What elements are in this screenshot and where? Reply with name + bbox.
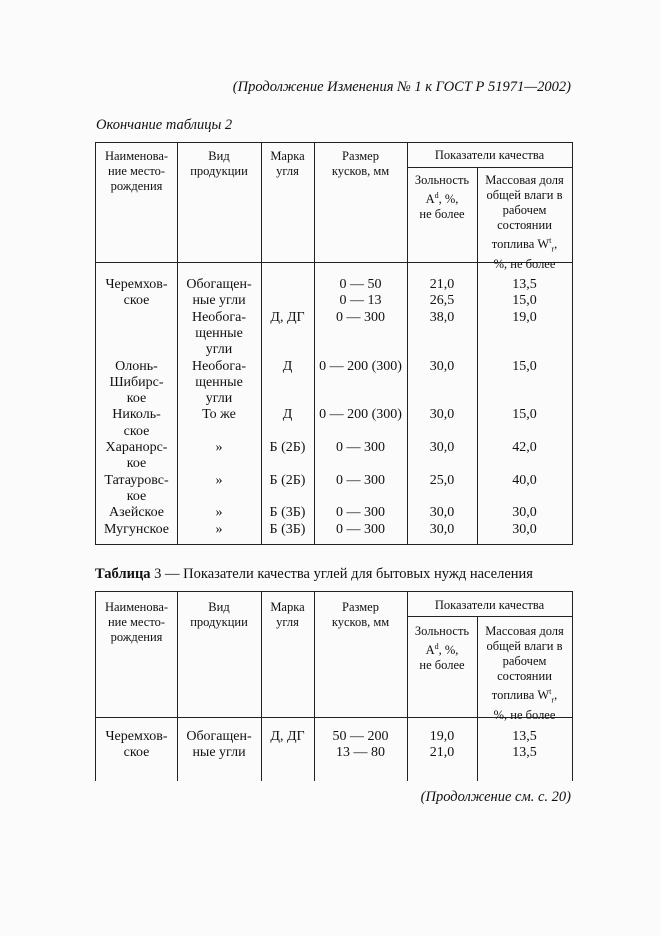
t3-cell-text: 19,0 [429,729,455,744]
t2-row-3-ash [407,440,477,456]
t2-row-4-moisture [477,473,572,489]
t2-row-2-grade [261,407,314,423]
t2-cell-text: 0 — 200 (300) [319,407,402,423]
t3-cell-text: 13 — 80 [336,745,385,761]
t2-cell-text: ское [123,423,150,439]
t2-row-1-product [177,359,261,408]
t3-row-0-product [177,729,261,762]
t2-cell-text: ные угли [192,293,246,309]
t2-row-4-ash [407,473,477,489]
t2-cell-text: Д [282,358,293,374]
t2-cell-text: 30,0 [512,521,537,537]
t2-cell-text: 0 — 300 [336,521,385,537]
t2-cell-text: 30,0 [429,505,455,521]
t2-row-2-moisture [477,407,572,423]
t2-cell-text: 0 — 300 [336,472,385,488]
t2-cell-text: щенные [195,325,243,341]
t3-cell-text: 21,0 [429,745,455,761]
t2-cell-text: Необога- [191,309,247,325]
t2-row-0-ash [407,277,477,326]
t2-cell-text: 0 — 300 [336,440,385,455]
t2-cell-text [261,277,314,293]
t2-row-6-ash [407,522,477,538]
t2-cell-text: Б (3Б) [269,505,306,521]
t2-row-2-product [177,407,261,423]
table2-caption: Окончание таблицы 2 [96,117,233,133]
t2-row-3-grade [261,440,314,456]
t3-col-size-header: Размер кусков, мм [331,600,390,629]
table3-label: Таблица [95,566,151,582]
t2-row-6-size [314,522,407,538]
t3-row-0-name [96,729,177,762]
col-ash-header: Зольность $A^d$, %, не более [414,173,470,222]
t2-cell-text: Мугунское [103,521,170,537]
col-product-header: Вид продукции [190,149,248,178]
t2-row-2-size [314,407,407,423]
t3-cell-text: Обогащен- [186,729,252,744]
t2-cell-text: кое [126,456,147,472]
t2-cell-text: Шибирс- [109,374,164,390]
t3-col-ash-header: Зольность $A^d$, %, не более [414,624,470,673]
t2-cell-text: 21,0 [429,277,455,292]
t2-row-3-size [314,440,407,456]
t2-row-2-name [96,407,177,440]
t2-cell-text: Олонь- [115,358,158,374]
col-quality-header: Показатели качества [434,148,545,162]
t2-row-5-name [96,505,177,521]
t2-row-4-grade [261,473,314,489]
t2-row-2-ash [407,407,477,423]
t2-row-1-grade [261,359,314,375]
t2-row-6-grade [261,522,314,538]
t3-cell-text: Д, ДГ [270,729,305,744]
t2-cell-text: » [215,521,223,537]
t2-cell-text: угли [205,342,233,358]
t2-row-5-grade [261,505,314,521]
t3-row-0-size [314,729,407,762]
t2-cell-text: Обогащен- [186,277,252,292]
t2-row-5-product [177,505,261,521]
t2-row-0-size [314,277,407,326]
t2-row-0-moisture [477,277,572,326]
t3-cell-text: 13,5 [512,745,537,761]
t2-row-5-ash [407,505,477,521]
t2-row-1-moisture [477,359,572,375]
t3-row-0-grade [261,729,314,745]
t2-cell-text: 15,0 [512,293,537,309]
t2-cell-text: » [215,505,223,521]
t3-cell-text: ское [123,745,150,761]
t2-cell-text: 42,0 [512,440,537,455]
t2-cell-text: угли [205,391,233,407]
t2-cell-text: То же [202,407,236,423]
t2-cell-text: Николь- [112,407,161,423]
t2-cell-text: » [215,440,223,455]
t2-cell-text: щенные [195,374,243,390]
t2-cell-text: кое [126,488,147,504]
t2-row-6-moisture [477,522,572,538]
t2-cell-text: Б (2Б) [269,472,306,488]
col-size-header: Размер кусков, мм [331,149,390,178]
t2-cell-text: 0 — 200 (300) [319,358,402,374]
t2-row-1-ash [407,359,477,375]
t3-row-0-moisture [477,729,572,762]
t2-cell-text: 15,0 [512,358,537,374]
table3 [95,591,573,781]
t2-row-0-product [177,277,261,358]
t2-cell-text: 30,0 [429,521,455,537]
t2-cell-text: 30,0 [429,358,455,374]
t2-cell-text: 30,0 [512,505,537,521]
t2-row-5-size [314,505,407,521]
header-note: (Продолжение Изменения № 1 к ГОСТ Р 51971—2002) [232,79,571,95]
t2-row-1-size [314,359,407,375]
t2-row-4-name [96,473,177,506]
t2-row-1-name [96,359,177,408]
t2-cell-text: Хараноpс- [105,440,168,455]
t2-row-0-grade [261,277,314,326]
t3-col-product-header: Вид продукции [190,600,248,629]
t2-row-6-product [177,522,261,538]
t3-cell-text: 50 — 200 [332,729,389,744]
t2-cell-text: Азейское [108,505,165,521]
t2-cell-text: Д, ДГ [270,309,305,325]
col-moisture-header: Массовая доля общей влаги в рабочем состоянии топлива $W^t_r$, %, не более [485,173,564,271]
t2-cell-text: ское [123,293,150,309]
t3-col-quality-header: Показатели качества [434,598,545,612]
t3-cell-text: 13,5 [512,729,537,744]
t2-row-6-name [96,522,177,538]
t3-col-name-header: Наименова- ние место- рождения [104,600,169,644]
t2-cell-text: Б (2Б) [269,440,306,455]
t2-row-4-product [177,473,261,489]
col-grade-header: Марка угля [270,149,305,178]
t2-cell-text: 40,0 [512,472,537,488]
t2-cell-text: 0 — 300 [336,309,385,325]
t3-cell-text: Черемхов- [105,729,168,744]
t2-cell-text: 25,0 [429,472,455,488]
t2-cell-text: 0 — 300 [336,505,385,521]
t3-col-grade-header: Марка угля [270,600,305,629]
t2-row-3-moisture [477,440,572,456]
t3-cell-text: ные угли [192,745,246,761]
t2-cell-text: Д [282,407,293,423]
t2-cell-text: Б (3Б) [269,521,306,537]
t2-cell-text: 26,5 [429,293,455,309]
t2-row-3-name [96,440,177,473]
t2-cell-text: Необога- [191,358,247,374]
t2-row-5-moisture [477,505,572,521]
t2-cell-text: 0 — 13 [339,293,382,309]
t2-cell-text: кое [126,391,147,407]
t2-cell-text: 30,0 [429,407,455,423]
col-name-header: Наименова- ние место- рождения [104,149,169,193]
t3-col-moisture-header: Массовая доля общей влаги в рабочем состоянии топлива $W^t_r$, %, не более [485,624,564,722]
t2-cell-text: Татауровс- [104,472,169,488]
t2-cell-text: Черемхов- [105,277,168,292]
t3-row-0-ash [407,729,477,762]
table3-title: Таблица 3 — Показатели качества углей для бытовых нужд населения [95,566,533,582]
t2-cell-text [261,293,314,309]
t2-cell-text: » [215,472,223,488]
t2-row-0-name [96,277,177,310]
t2-cell-text: 13,5 [512,277,537,292]
t2-row-4-size [314,473,407,489]
t2-cell-text: 19,0 [512,309,537,325]
table2 [95,142,573,545]
t2-cell-text: 30,0 [429,440,455,455]
t2-cell-text: 0 — 50 [339,277,382,292]
t2-row-3-product [177,440,261,456]
footer-note: (Продолжение см. с. 20) [420,789,571,805]
t2-cell-text: 15,0 [512,407,537,423]
t2-cell-text: 38,0 [429,309,455,325]
